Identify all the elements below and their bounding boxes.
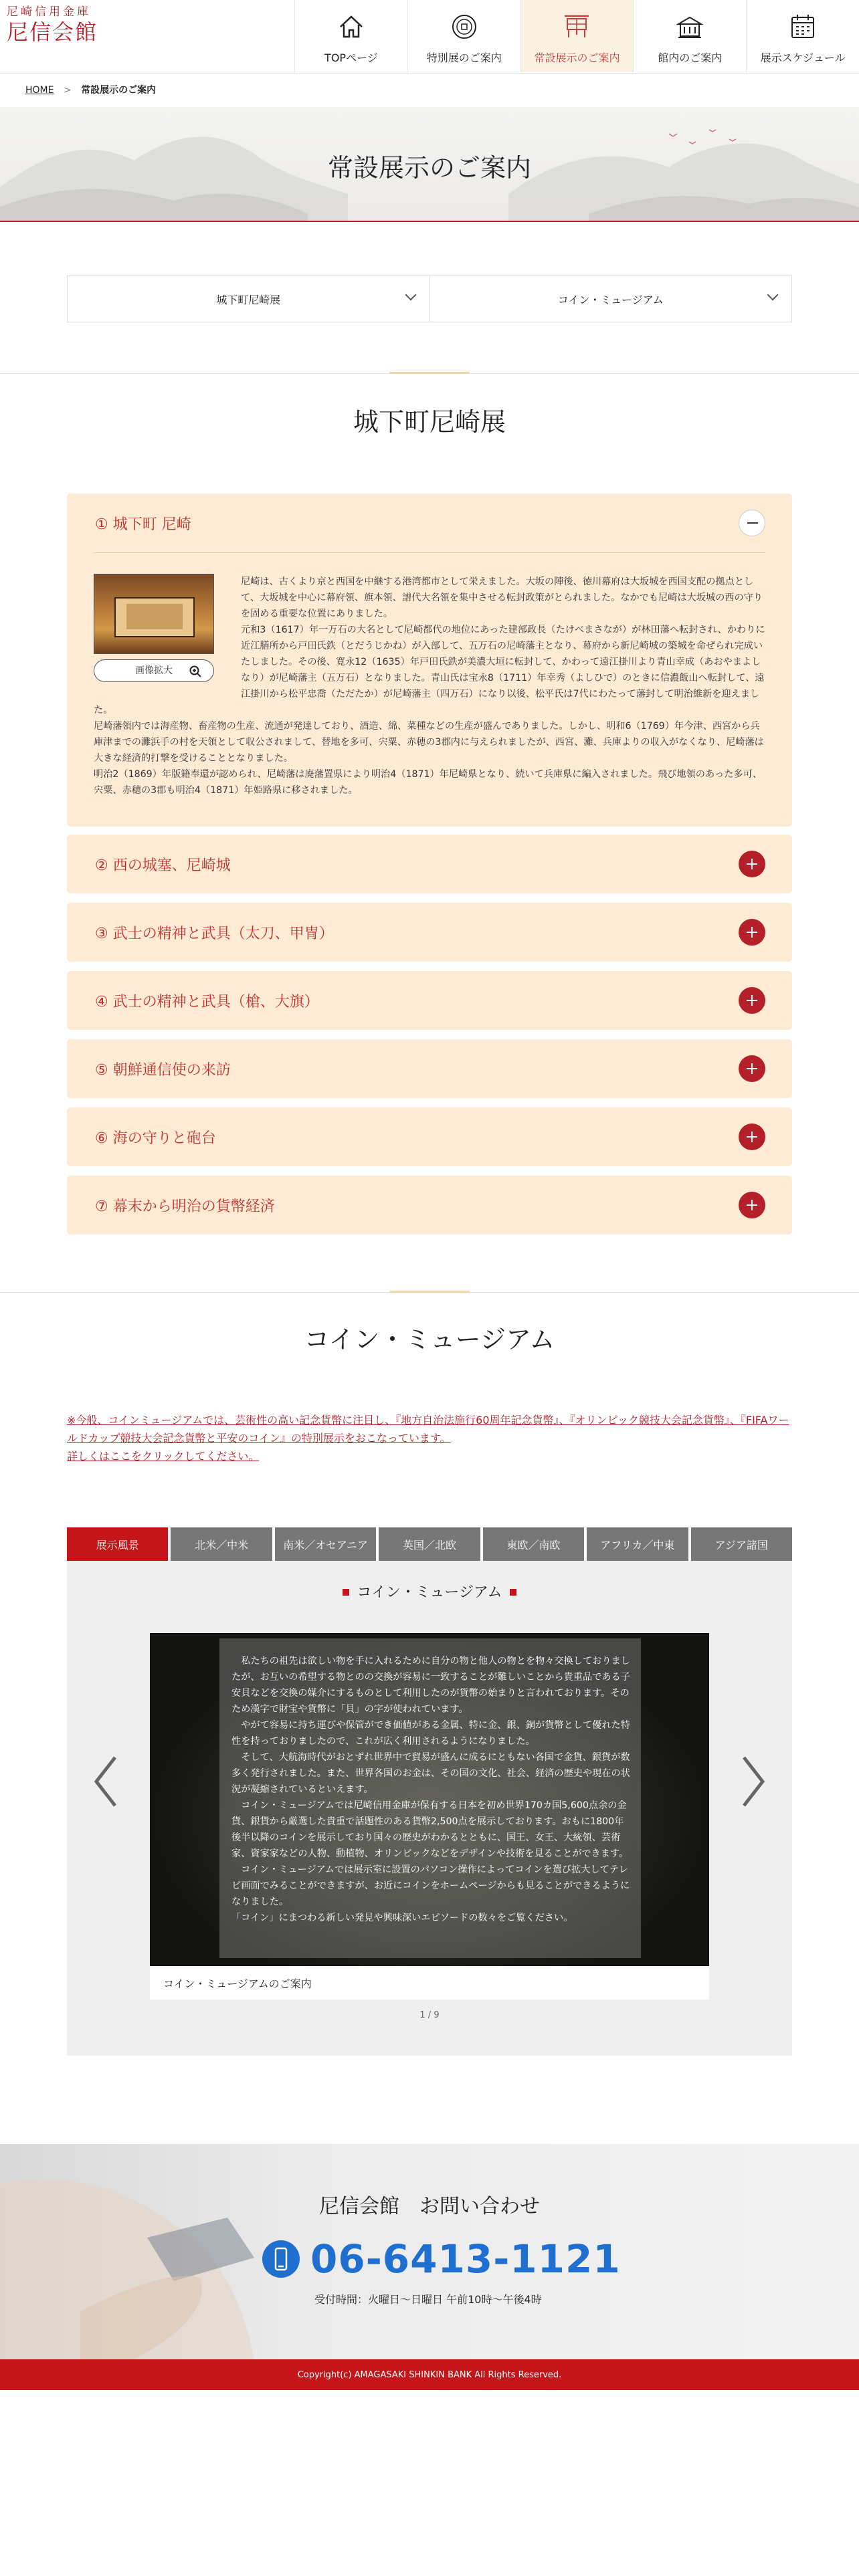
nav-schedule[interactable] <box>746 0 859 72</box>
contact-section <box>0 2144 859 2359</box>
magnifier-icon <box>189 665 201 677</box>
exhibit-photo-block <box>94 574 214 682</box>
accordion-item-3[interactable] <box>67 903 792 962</box>
logo-subtitle: 尼崎信用金庫 <box>7 5 91 19</box>
special-exhibit-notice[interactable] <box>67 1411 792 1465</box>
accordion-title[interactable]: ④ 武士の精神と武具（槍、大旗） <box>95 993 319 1010</box>
phone-icon <box>262 2240 300 2278</box>
nav-special-label: 特別展のご案内 <box>426 51 502 64</box>
slide-paragraph: そして、大航海時代がおとずれ世界中で貿易が盛んに成るにともない各国で金貨、銀貨が数多く発行されました。また、世界各国のお金は、その国の文化、社会、経済の歴史や現在の状況が凝縮されているといえます。 <box>231 1752 630 1795</box>
tab-east-south-europe[interactable]: 東欧／南欧 <box>483 1527 584 1561</box>
page-title: 常設展示のご案内 <box>327 153 531 183</box>
accordion-title[interactable]: ⑦ 幕末から明治の貨幣経済 <box>95 1198 275 1215</box>
chevron-right-icon[interactable] <box>740 1755 767 1808</box>
accordion-title[interactable]: ① 城下町 尼崎 <box>95 516 191 533</box>
slide-text <box>231 1653 633 1926</box>
nav-special[interactable] <box>407 0 520 72</box>
section-accent-bar <box>389 372 470 374</box>
calendar-icon <box>788 12 818 41</box>
accordion-item-6[interactable] <box>67 1107 792 1166</box>
anchor-castle-town[interactable] <box>68 276 430 322</box>
expand-icon[interactable] <box>739 1055 765 1082</box>
accordion-title[interactable]: ② 西の城塞、尼崎城 <box>95 857 231 874</box>
anchor-coin-museum-label: コイン・ミュージアム <box>557 293 664 306</box>
accordion-title[interactable]: ③ 武士の精神と武具（太刀、甲冑） <box>95 925 334 942</box>
tab-asia[interactable]: アジア諸国 <box>691 1527 792 1561</box>
breadcrumb-current: 常設展示のご案内 <box>81 85 157 96</box>
nav-permanent[interactable] <box>520 0 634 72</box>
slide-image[interactable] <box>150 1633 709 1966</box>
accordion-item-4[interactable] <box>67 971 792 1030</box>
slide-pager: 1 / 9 <box>419 2010 440 2020</box>
slider-title-text: コイン・ミュージアム <box>357 1584 502 1601</box>
copyright-text: Copyright(c) AMAGASAKI SHINKIN BANK All Rights Reserved. <box>297 2369 562 2380</box>
building-icon <box>675 12 704 41</box>
expand-icon[interactable] <box>739 987 765 1014</box>
home-icon <box>337 12 366 41</box>
breadcrumb <box>25 83 156 96</box>
nav-top[interactable] <box>294 0 407 72</box>
region-tabs <box>67 1527 792 1561</box>
nav-facility-label: 館内のご案内 <box>658 51 723 64</box>
site-footer <box>0 2359 859 2390</box>
accordion-item-5[interactable] <box>67 1039 792 1098</box>
phone-number-link[interactable]: 06-6413-1121 <box>310 2236 621 2282</box>
breadcrumb-separator: > <box>63 85 72 96</box>
logo-title: 尼信会館 <box>7 19 98 45</box>
chevron-left-icon[interactable] <box>92 1755 119 1808</box>
anchor-coin-museum[interactable] <box>430 276 792 322</box>
nav-top-label: TOPページ <box>324 51 378 64</box>
contact-title: 尼信会館 お問い合わせ <box>319 2195 540 2218</box>
accordion-item-1 <box>67 494 792 827</box>
square-bullet-icon <box>510 1589 516 1596</box>
slide-paragraph: やがて容易に持ち運びや保管ができ価値がある金属、特に金、銀、銅が貨幣として優れた特性を持っておりましたので、これが広く利用されるようになりました。 <box>231 1720 630 1747</box>
tab-exhibit-view[interactable]: 展示風景 <box>67 1527 168 1561</box>
slide-paragraph: 私たちの祖先は欲しい物を手に入れるために自分の物と他人の物とを物々交換しておりましたが、お互いの希望する物とのの交換が容易に一致することが難しいことから貴重品である子安貝などを交換の媒介にするものとして利用したのが貨幣の始まりと言われております。そのため漢字で財宝や貨幣に「貝」の字が使われています。 <box>231 1656 630 1715</box>
slide-paragraph: コイン・ミュージアムでは展示室に設置のパソコン操作によってコインを選び拡大してテレビ画面でみることができますが、お近にコインをホームページからも見ることができるようになりました。 <box>231 1864 630 1907</box>
accordion-title[interactable]: ⑤ 朝鮮通信使の来訪 <box>95 1061 231 1079</box>
accordion-item-2[interactable] <box>67 835 792 893</box>
tab-panel <box>67 1561 792 2056</box>
exhibit-icon <box>562 12 591 41</box>
accordion-title[interactable]: ⑥ 海の守りと砲台 <box>95 1130 216 1147</box>
tab-south-america-oceania[interactable]: 南米／オセアニア <box>275 1527 376 1561</box>
exhibit-photo[interactable] <box>94 574 214 654</box>
section-anchor-nav <box>67 276 792 322</box>
slider-title <box>67 1581 792 1602</box>
expand-icon[interactable] <box>739 1123 765 1150</box>
slide-paragraph: コイン・ミュージアムでは尼崎信用金庫が保有する日本を初め世界170カ国5,600点余の金貨、銀貨から厳選した貴重で話題性のある貨幣2,500点を展示しております。おもに1800年後半以降のコインを展示しており国々の歴史がわかるとともに、国王、女王、大統領、芸術家、資家家などの人物、動植物、オリンピックなどをデザインや技術を見ることができます。 <box>231 1800 629 1859</box>
nav-schedule-label: 展示スケジュール <box>760 51 846 64</box>
expand-icon[interactable] <box>739 851 765 877</box>
breadcrumb-home-link[interactable]: HOME <box>25 85 54 96</box>
section-title-castle-town: 城下町尼崎展 <box>353 407 506 437</box>
zoom-image-label: 画像拡大 <box>135 665 173 676</box>
divider <box>94 552 765 553</box>
section-title-coin-museum: コイン・ミュージアム <box>304 1325 555 1354</box>
accordion-body <box>94 574 765 798</box>
site-header <box>0 0 859 74</box>
accordion-paragraph: 明治2（1869）年版籍奉還が認められ、尼崎藩は廃藩置県により明治4（1871）年尼崎県となり、続いて兵庫県に編入されました。飛び地領のあった多可、宍粟、赤穂の3郡も明治4（1871）年姫路県に移されました。 <box>94 769 762 796</box>
anchor-castle-town-label: 城下町尼崎展 <box>216 293 281 306</box>
slide-caption: コイン・ミュージアムのご案内 <box>150 1966 709 2000</box>
chevron-down-icon <box>405 290 416 301</box>
hero-banner <box>0 107 859 222</box>
section-accent-bar <box>389 1291 470 1293</box>
coin-icon <box>450 12 479 41</box>
business-hours: 受付時間：火曜日〜日曜日 午前10時〜午後4時 <box>314 2293 542 2306</box>
zoom-image-button[interactable] <box>94 659 214 682</box>
expand-icon[interactable] <box>739 919 765 946</box>
slide-paragraph: 「コイン」にまつわる新しい発見や興味深いエピソードの数々をご覧ください。 <box>231 1913 573 1923</box>
tab-north-america[interactable]: 北米／中米 <box>171 1527 272 1561</box>
site-logo[interactable] <box>7 5 107 45</box>
notice-text[interactable]: ※今般、コインミュージアムでは、芸術性の高い記念貨幣に注目し、『地方自治法施行60周年記念貨幣』、『オリンピック競技大会記念貨幣』、『FIFAワールドカップ競技大会記念貨幣と平安のコイン』の特別展示をおこなっています。 <box>67 1414 789 1444</box>
accordion-item-7[interactable] <box>67 1176 792 1235</box>
accordion-paragraph: 尼崎は、古くより京と西国を中継する港湾都市として栄えました。大坂の陣後、徳川幕府は大坂城を西国支配の拠点として、大坂城を中心に幕府領、旗本領、譜代大名領を集中させる転封政策がとられました。なかでも尼崎は大坂城の西の守りを固める重要な位置にありました。 <box>241 576 763 619</box>
phone-row <box>262 2232 621 2286</box>
accordion-paragraph: 元和3（1617）年一万石の大名として尼崎都代の地位にあった建部政長（たけべまさなが）が林田藩へ転封され、かわりに近江膳所から戸田氏鉄（とだうじかね）が入部して、五万石の尼崎藩主となり、幕府から新尼崎城の築城を命ぜられ完成いたしました。その後、寛永12（1635）年戸田氏鉄が美濃大垣に転封して、かわって遠江掛川より青山幸成（あおやまよしなり）が尼崎藩主（五万石）となりました。青山氏は宝永8（1711）年幸秀（よしひで）のときに信濃飯山へ転封して、遠江掛川から松平忠喬（ただたか）が尼崎藩主（四万石）になり以後、松平氏は7代にわたって藩封して明治維新を迎えました。 <box>94 625 765 716</box>
collapse-icon[interactable] <box>739 510 765 536</box>
nav-permanent-label: 常設展示のご案内 <box>534 51 620 64</box>
chevron-down-icon <box>767 290 779 301</box>
nav-facility[interactable] <box>633 0 746 72</box>
expand-icon[interactable] <box>739 1192 765 1218</box>
tab-uk-nordic[interactable]: 英国／北欧 <box>379 1527 480 1561</box>
square-bullet-icon <box>343 1589 349 1596</box>
tab-africa-middle-east[interactable]: アフリカ／中東 <box>587 1527 688 1561</box>
accordion-paragraph: 尼崎藩領内では海産物、畜産物の生産、流通が発達しており、酒造、綿、菜種などの生産が盛んでありました。しかし、明和6（1769）年今津、西宮から兵庫津までの灘浜手の村を天領として収公されまして、替地を多可、宍粟、赤穂の3郡内に与えられましたが、西宮、灘、兵庫よりの収入がなくなり、尼崎藩は大きな経済的打撃を受けることとなりました。 <box>94 721 764 764</box>
notice-link[interactable]: 詳しくはここをクリックしてください。 <box>67 1450 260 1463</box>
main-nav <box>294 0 859 72</box>
